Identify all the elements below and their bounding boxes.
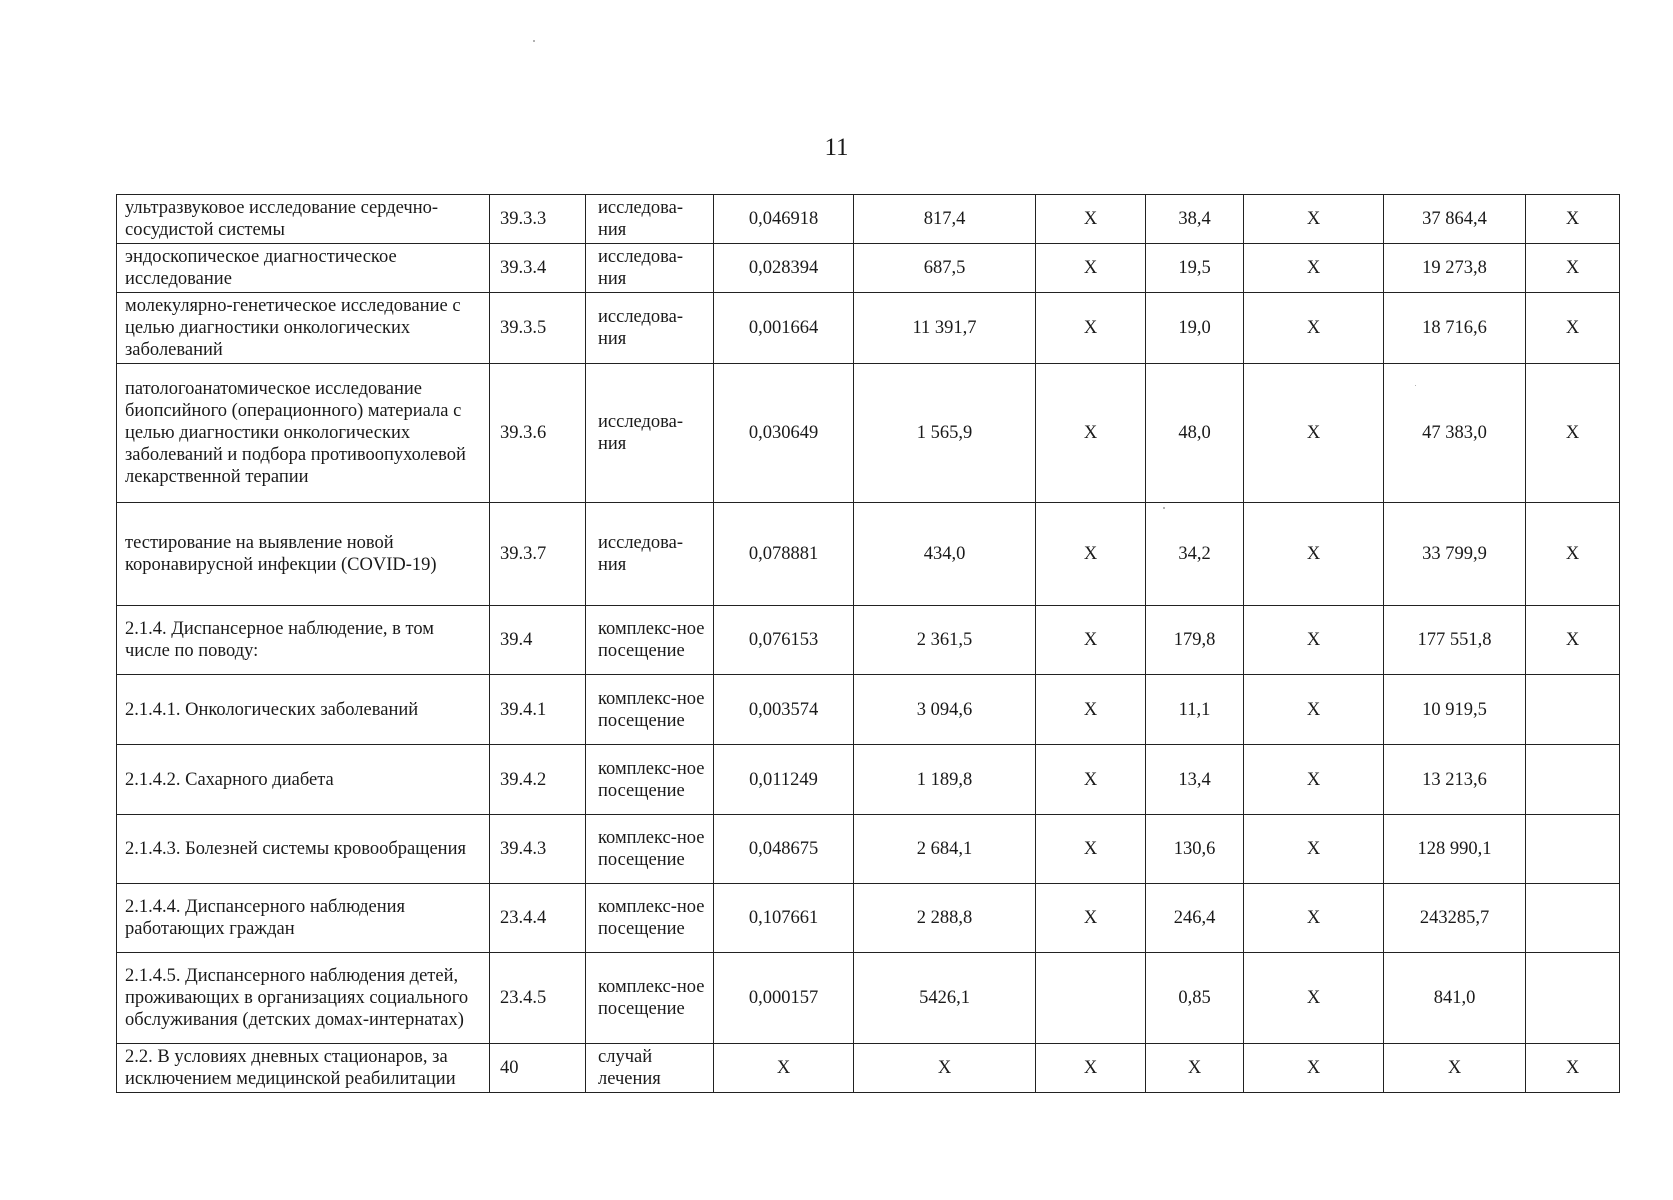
table-row <box>117 953 1620 1044</box>
cell-value: 5426,1 <box>854 953 1036 1044</box>
cell-value <box>1526 884 1620 953</box>
cell-value: 0,001664 <box>714 293 854 364</box>
scan-speck <box>533 40 535 42</box>
cell-value: Х <box>1526 1044 1620 1093</box>
table-row <box>117 675 1620 745</box>
row-code: 23.4.5 <box>490 953 586 1044</box>
row-code: 39.3.6 <box>490 364 586 503</box>
row-name: 2.1.4.4. Диспансерного наблюдения работающих граждан <box>117 884 490 953</box>
row-code: 40 <box>490 1044 586 1093</box>
cell-value <box>1526 815 1620 884</box>
row-name: эндоскопическое диагностическое исследование <box>117 244 490 293</box>
row-unit: комплекс-ное посещение <box>586 745 714 815</box>
row-unit: исследова-ния <box>586 293 714 364</box>
cell-value: 130,6 <box>1146 815 1244 884</box>
row-unit: случай лечения <box>586 1044 714 1093</box>
cell-value: 0,107661 <box>714 884 854 953</box>
cell-value: 177 551,8 <box>1384 606 1526 675</box>
cell-value: 47 383,0 <box>1384 364 1526 503</box>
cell-value: Х <box>1526 293 1620 364</box>
cell-value: 0,85 <box>1146 953 1244 1044</box>
cell-value: 687,5 <box>854 244 1036 293</box>
row-code: 39.3.7 <box>490 503 586 606</box>
table-row <box>117 815 1620 884</box>
cell-value: 841,0 <box>1384 953 1526 1044</box>
cell-value: 246,4 <box>1146 884 1244 953</box>
cell-value: Х <box>854 1044 1036 1093</box>
cell-value: 10 919,5 <box>1384 675 1526 745</box>
cell-value: 19 273,8 <box>1384 244 1526 293</box>
cell-value: 0,000157 <box>714 953 854 1044</box>
cell-value: Х <box>1244 606 1384 675</box>
cell-value: 0,011249 <box>714 745 854 815</box>
cell-value: Х <box>1244 293 1384 364</box>
cell-value: Х <box>1244 884 1384 953</box>
table-row <box>117 244 1620 293</box>
row-code: 39.3.3 <box>490 195 586 244</box>
cell-value <box>1526 953 1620 1044</box>
cell-value: 34,2 <box>1146 503 1244 606</box>
cell-value: 0,046918 <box>714 195 854 244</box>
row-unit: комплекс-ное посещение <box>586 884 714 953</box>
row-code: 39.4.1 <box>490 675 586 745</box>
cell-value: 19,0 <box>1146 293 1244 364</box>
data-table <box>116 194 1620 1093</box>
cell-value: 434,0 <box>854 503 1036 606</box>
cell-value: 37 864,4 <box>1384 195 1526 244</box>
cell-value <box>1526 745 1620 815</box>
cell-value: Х <box>714 1044 854 1093</box>
cell-value: 179,8 <box>1146 606 1244 675</box>
cell-value: Х <box>1244 244 1384 293</box>
cell-value: Х <box>1146 1044 1244 1093</box>
cell-value: 3 094,6 <box>854 675 1036 745</box>
row-unit: исследова-ния <box>586 364 714 503</box>
cell-value: Х <box>1244 675 1384 745</box>
cell-value: Х <box>1036 815 1146 884</box>
page-number: 11 <box>824 134 849 161</box>
cell-value: 11 391,7 <box>854 293 1036 364</box>
row-name: 2.1.4. Диспансерное наблюдение, в том числе по поводу: <box>117 606 490 675</box>
cell-value: Х <box>1244 953 1384 1044</box>
row-code: 39.4.2 <box>490 745 586 815</box>
table-row <box>117 364 1620 503</box>
cell-value: 13 213,6 <box>1384 745 1526 815</box>
row-name: патологоанатомическое исследование биопсийного (операционного) материала с целью диагностики онкологических заболеваний и подбора противоопухолевой лекарственной терапии <box>117 364 490 503</box>
cell-value: 2 684,1 <box>854 815 1036 884</box>
cell-value: 2 361,5 <box>854 606 1036 675</box>
row-name: тестирование на выявление новой коронавирусной инфекции (COVID-19) <box>117 503 490 606</box>
table-row <box>117 503 1620 606</box>
cell-value: Х <box>1036 364 1146 503</box>
cell-value: 1 565,9 <box>854 364 1036 503</box>
cell-value: Х <box>1526 244 1620 293</box>
cell-value: 33 799,9 <box>1384 503 1526 606</box>
cell-value <box>1526 675 1620 745</box>
row-code: 39.4 <box>490 606 586 675</box>
cell-value: 243285,7 <box>1384 884 1526 953</box>
row-code: 39.4.3 <box>490 815 586 884</box>
row-unit: исследова-ния <box>586 503 714 606</box>
row-code: 39.3.5 <box>490 293 586 364</box>
cell-value: 0,078881 <box>714 503 854 606</box>
cell-value: 0,028394 <box>714 244 854 293</box>
cell-value: 19,5 <box>1146 244 1244 293</box>
cell-value: Х <box>1526 195 1620 244</box>
table-row <box>117 1044 1620 1093</box>
row-name: 2.1.4.5. Диспансерного наблюдения детей, проживающих в организациях социального обслуживания (детских домах-интернатах) <box>117 953 490 1044</box>
cell-value: Х <box>1036 606 1146 675</box>
cell-value: 2 288,8 <box>854 884 1036 953</box>
cell-value: Х <box>1244 745 1384 815</box>
cell-value: 38,4 <box>1146 195 1244 244</box>
row-code: 39.3.4 <box>490 244 586 293</box>
cell-value: 128 990,1 <box>1384 815 1526 884</box>
row-unit: комплекс-ное посещение <box>586 675 714 745</box>
cell-value <box>1036 953 1146 1044</box>
cell-value: Х <box>1036 195 1146 244</box>
table-row <box>117 195 1620 244</box>
row-name: 2.1.4.2. Сахарного диабета <box>117 745 490 815</box>
cell-value: Х <box>1036 293 1146 364</box>
cell-value: 11,1 <box>1146 675 1244 745</box>
cell-value: Х <box>1244 195 1384 244</box>
cell-value: 0,048675 <box>714 815 854 884</box>
row-name: 2.1.4.3. Болезней системы кровообращения <box>117 815 490 884</box>
row-name: 2.2. В условиях дневных стационаров, за исключением медицинской реабилитации <box>117 1044 490 1093</box>
row-unit: комплекс-ное посещение <box>586 953 714 1044</box>
cell-value: Х <box>1244 1044 1384 1093</box>
cell-value: 18 716,6 <box>1384 293 1526 364</box>
cell-value: Х <box>1526 606 1620 675</box>
table-row <box>117 606 1620 675</box>
cell-value: 13,4 <box>1146 745 1244 815</box>
row-code: 23.4.4 <box>490 884 586 953</box>
cell-value: Х <box>1036 745 1146 815</box>
row-unit: исследова-ния <box>586 195 714 244</box>
cell-value: 0,030649 <box>714 364 854 503</box>
cell-value: Х <box>1036 675 1146 745</box>
row-name: ультразвуковое исследование сердечно-сосудистой системы <box>117 195 490 244</box>
table-row <box>117 745 1620 815</box>
row-unit: комплекс-ное посещение <box>586 606 714 675</box>
cell-value: Х <box>1526 364 1620 503</box>
cell-value: 817,4 <box>854 195 1036 244</box>
cell-value: Х <box>1036 1044 1146 1093</box>
row-name: 2.1.4.1. Онкологических заболеваний <box>117 675 490 745</box>
row-name: молекулярно-генетическое исследование с целью диагностики онкологических заболеваний <box>117 293 490 364</box>
cell-value: Х <box>1036 244 1146 293</box>
table-row <box>117 293 1620 364</box>
cell-value: 0,003574 <box>714 675 854 745</box>
cell-value: Х <box>1526 503 1620 606</box>
cell-value: Х <box>1036 884 1146 953</box>
cell-value: 1 189,8 <box>854 745 1036 815</box>
cell-value: Х <box>1244 503 1384 606</box>
row-unit: комплекс-ное посещение <box>586 815 714 884</box>
cell-value: 0,076153 <box>714 606 854 675</box>
row-unit: исследова-ния <box>586 244 714 293</box>
cell-value: Х <box>1036 503 1146 606</box>
table-row <box>117 884 1620 953</box>
cell-value: Х <box>1244 815 1384 884</box>
cell-value: Х <box>1244 364 1384 503</box>
cell-value: Х <box>1384 1044 1526 1093</box>
cell-value: 48,0 <box>1146 364 1244 503</box>
